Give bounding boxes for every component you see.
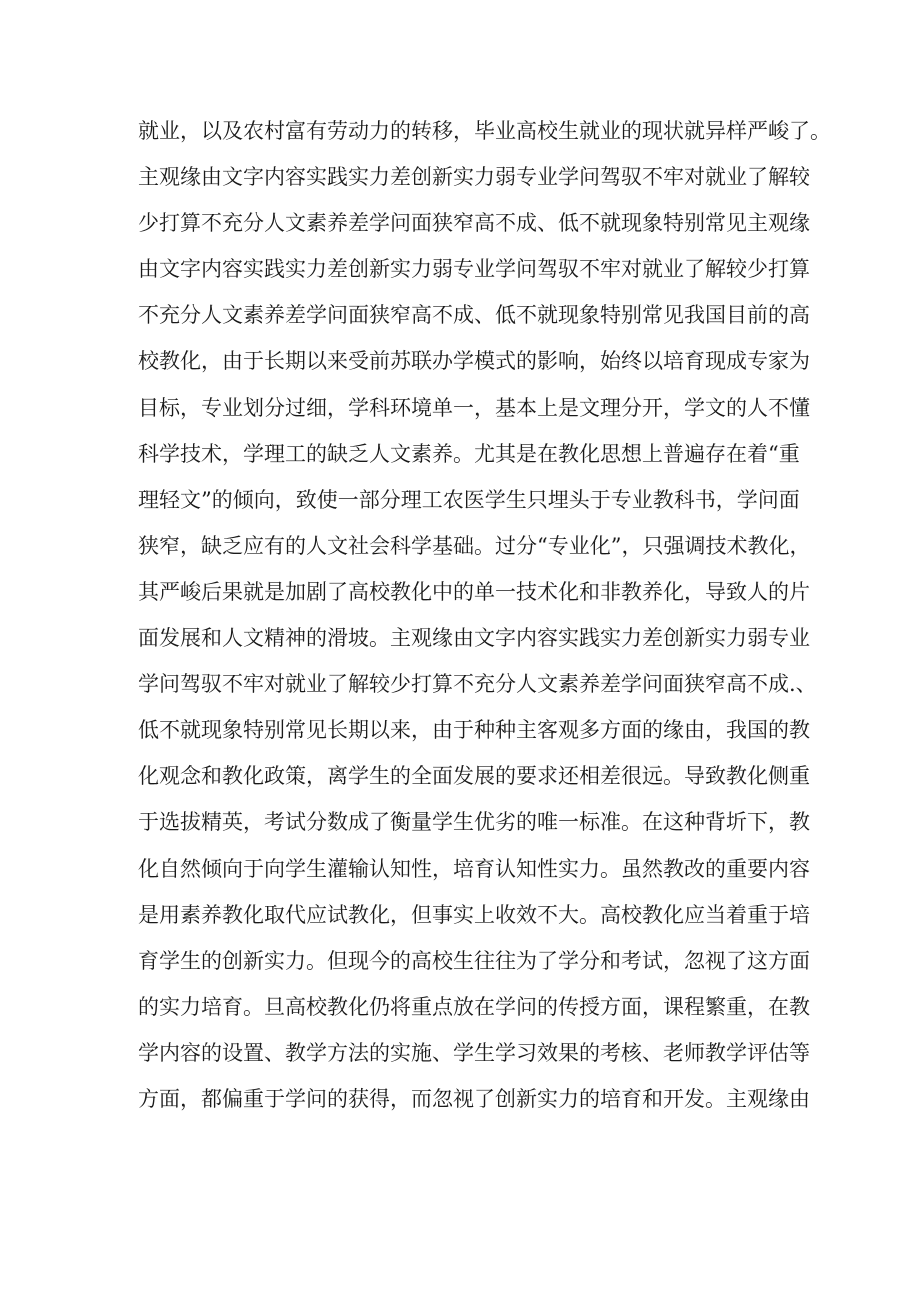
text-line: 的实力培育。旦高校教化仍将重点放在学问的传授方面，课程繁重，在教 — [138, 994, 810, 1019]
text-line: 理轻文”的倾向，致使一部分理工农医学生只埋头于专业教科书，学问面 — [138, 487, 800, 512]
text-line: 主观缘由文字内容实践实力差创新实力弱专业学问驾驭不牢对就业了解较 — [138, 165, 810, 190]
text-line: 方面，都偏重于学问的获得，而忽视了创新实力的培育和开发。主观缘由 — [138, 1086, 810, 1111]
text-line: 学问驾驭不牢对就业了解较少打算不充分人文素养差学问面狭窄高不成.、 — [138, 672, 817, 697]
text-line: 其严峻后果就是加剧了高校教化中的单一技术化和非教养化，导致人的片 — [138, 579, 810, 604]
text-line: 化自然倾向于向学生灌输认知性，培育认知性实力。虽然教改的重要内容 — [138, 856, 810, 881]
body-paragraph — [138, 108, 831, 1122]
text-line: 校教化，由于长期以来受前苏联办学模式的影响，始终以培育现成专家为 — [138, 349, 810, 374]
text-line: 少打算不充分人文素养差学问面狭窄高不成、低不就现象特别常见主观缘 — [138, 211, 810, 236]
text-line: 低不就现象特别常见长期以来，由于种种主客观多方面的缘由，我国的教 — [138, 718, 810, 743]
text-line: 于选拔精英，考试分数成了衡量学生优劣的唯一标准。在这种背圻下，教 — [138, 810, 810, 835]
text-line: 面发展和人文精神的滑坡。主观缘由文字内容实践实力差创新实力弱专业 — [138, 626, 810, 651]
text-line: 狭窄，缺乏应有的人文社会科学基础。过分“专业化”，只强调技术教化， — [138, 533, 811, 558]
text-line: 是用素养教化取代应试教化，但事实上收效不大。高校教化应当着重于培 — [138, 902, 810, 927]
text-line: 科学技术，学理工的缺乏人文素养。尤其是在教化思想上普遍存在着“重 — [138, 441, 800, 466]
text-line: 目标，专业划分过细，学科环境单一，基本上是文理分开，学文的人不懂 — [138, 395, 810, 420]
text-line: 育学生的创新实力。但现今的高校生往往为了学分和考试，忽视了这方面 — [138, 948, 810, 973]
text-line: 化观念和教化政策，离学生的全面发展的要求还相差很远。导致教化侧重 — [138, 764, 810, 789]
text-line: 不充分人文素养差学问面狭窄高不成、低不就现象特别常见我国目前的高 — [138, 303, 810, 328]
text-line: 就业，以及农村富有劳动力的转移，毕业高校生就业的现状就异样严峻了。 — [138, 119, 831, 143]
text-line: 由文字内容实践实力差创新实力弱专业学问驾驭不牢对就业了解较少打算 — [138, 257, 810, 282]
text-line: 学内容的设置、教学方法的实施、学生学习效果的考核、老师教学评估等 — [138, 1040, 810, 1065]
